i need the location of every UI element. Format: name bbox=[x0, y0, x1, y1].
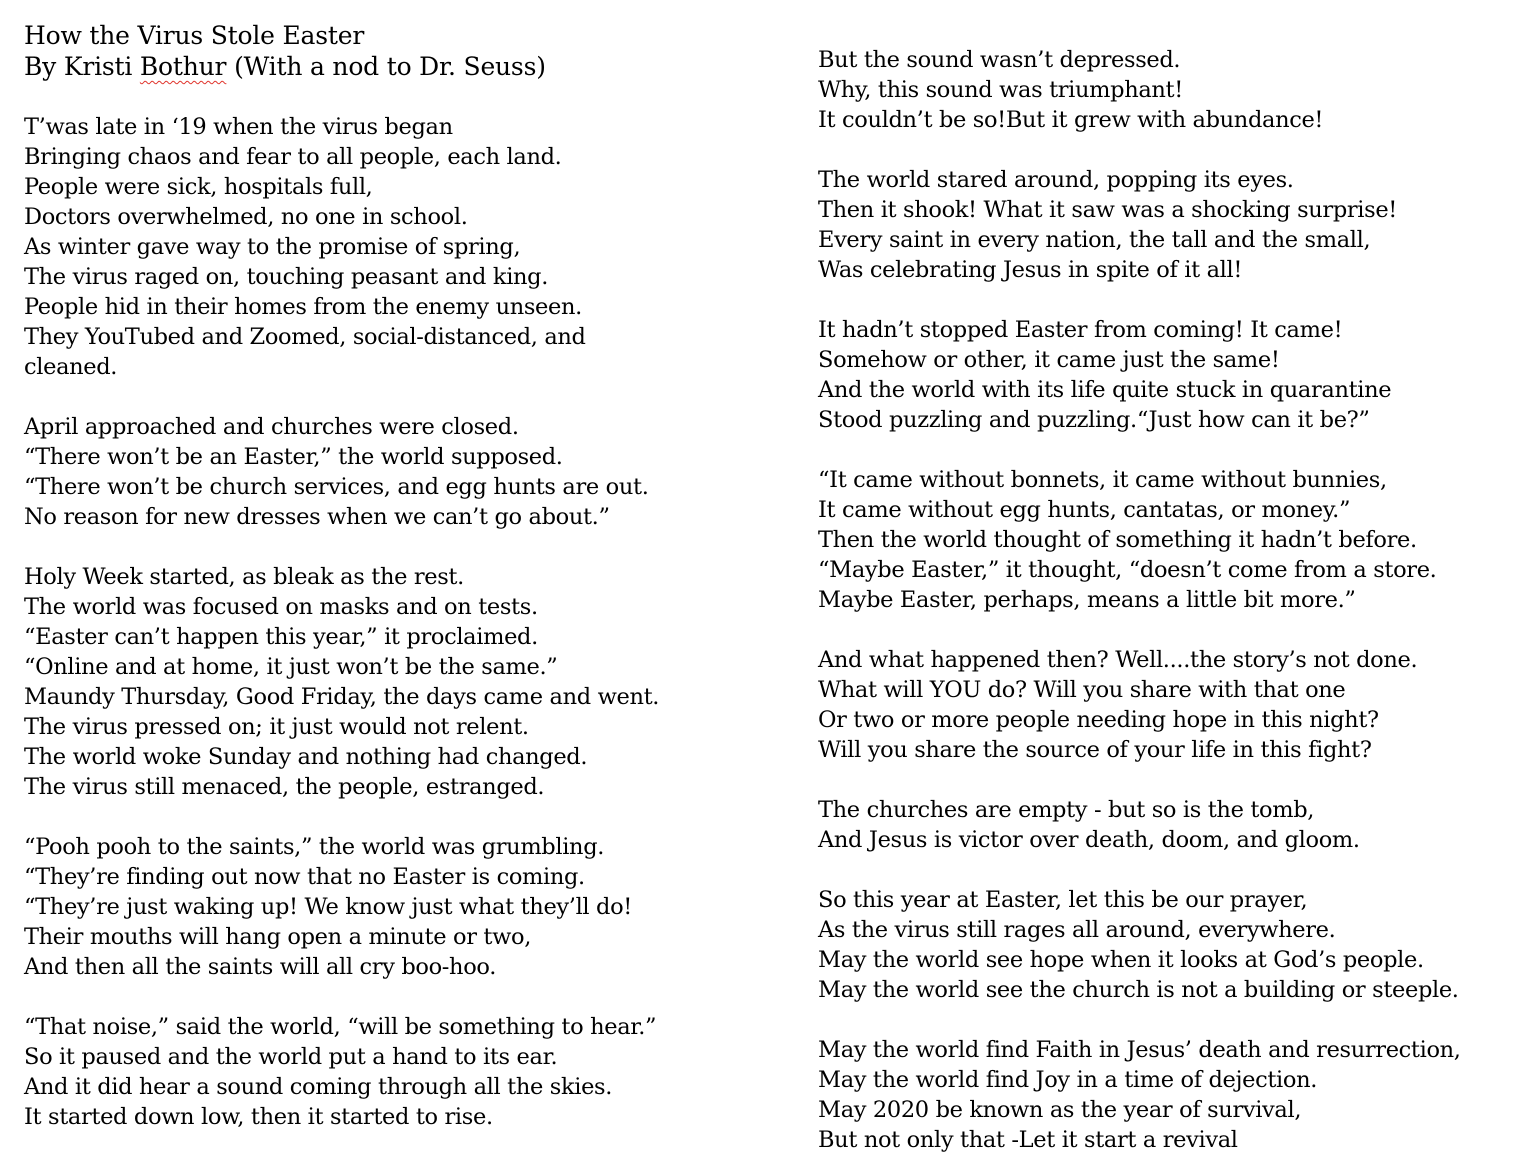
poem-title: How the Virus Stole Easter bbox=[24, 21, 365, 50]
poem-line: What will YOU do? Will you share with that one bbox=[818, 677, 1346, 703]
poem-line: Or two or more people needing hope in this night? bbox=[818, 707, 1379, 733]
poem-line: Why, this sound was triumphant! bbox=[818, 77, 1183, 103]
poem-line: The world was focused on masks and on tests. bbox=[24, 594, 538, 620]
stanza bbox=[24, 562, 784, 802]
author-name: Bothur bbox=[139, 52, 227, 81]
poem-line: May the world find Joy in a time of dejection. bbox=[818, 1067, 1318, 1093]
stanza bbox=[818, 645, 1518, 765]
poem-line: It started down low, then it started to rise. bbox=[24, 1104, 493, 1130]
poem-line: People hid in their homes from the enemy unseen. bbox=[24, 294, 582, 320]
stanza bbox=[818, 465, 1518, 615]
left-column bbox=[24, 20, 784, 1132]
poem-line: The virus pressed on; it just would not relent. bbox=[24, 714, 529, 740]
poem-line: May the world see hope when it looks at God’s people. bbox=[818, 947, 1424, 973]
poem-line: It couldn’t be so!But it grew with abundance! bbox=[818, 107, 1324, 133]
poem-line: So it paused and the world put a hand to its ear. bbox=[24, 1044, 558, 1070]
poem-line: “It came without bonnets, it came without bunnies, bbox=[818, 467, 1387, 493]
poem-line: “There won’t be church services, and egg hunts are out. bbox=[24, 474, 649, 500]
poem-line: People were sick, hospitals full, bbox=[24, 174, 373, 200]
right-column bbox=[818, 45, 1518, 1155]
poem-line: “Pooh pooh to the saints,” the world was grumbling. bbox=[24, 834, 605, 860]
stanza bbox=[24, 1012, 784, 1132]
poem-line: “They’re just waking up! We know just what they’ll do! bbox=[24, 894, 633, 920]
poem-line: Maybe Easter, perhaps, means a little bit more.” bbox=[818, 587, 1356, 613]
poem-line: The world stared around, popping its eyes. bbox=[818, 167, 1294, 193]
poem-line: The virus still menaced, the people, estranged. bbox=[24, 774, 545, 800]
poem-line: “Online and at home, it just won’t be the same.” bbox=[24, 654, 558, 680]
poem-line: Bringing chaos and fear to all people, each land. bbox=[24, 144, 562, 170]
poem-line: Then it shook! What it saw was a shocking surprise! bbox=[818, 197, 1397, 223]
poem-line: So this year at Easter, let this be our prayer, bbox=[818, 887, 1308, 913]
stanza bbox=[818, 165, 1518, 285]
poem-line: April approached and churches were closed. bbox=[24, 414, 519, 440]
poem-byline bbox=[24, 51, 784, 82]
poem-line: And the world with its life quite stuck in quarantine bbox=[818, 377, 1392, 403]
poem-line: And Jesus is victor over death, doom, and gloom. bbox=[818, 827, 1360, 853]
poem-line: And what happened then? Well....the story’s not done. bbox=[818, 647, 1418, 673]
title-block bbox=[24, 20, 784, 82]
poem-line: The churches are empty - but so is the tomb, bbox=[818, 797, 1315, 823]
poem-line: Stood puzzling and puzzling.“Just how can it be?” bbox=[818, 407, 1370, 433]
poem-line: “There won’t be an Easter,” the world supposed. bbox=[24, 444, 563, 470]
stanza bbox=[818, 1035, 1518, 1155]
poem-line: May the world find Faith in Jesus’ death and resurrection, bbox=[818, 1037, 1461, 1063]
poem-line: Holy Week started, as bleak as the rest. bbox=[24, 564, 464, 590]
byline-prefix: By Kristi bbox=[24, 52, 140, 81]
poem-line: The world woke Sunday and nothing had changed. bbox=[24, 744, 588, 770]
poem-line: No reason for new dresses when we can’t go about.” bbox=[24, 504, 610, 530]
poem-line: Every saint in every nation, the tall and the small, bbox=[818, 227, 1371, 253]
poem-line: They YouTubed and Zoomed, social-distanced, and cleaned. bbox=[24, 324, 586, 380]
stanza bbox=[818, 45, 1518, 135]
poem-line: “They’re finding out now that no Easter is coming. bbox=[24, 864, 585, 890]
stanza bbox=[818, 885, 1518, 1005]
poem-line: Maundy Thursday, Good Friday, the days came and went. bbox=[24, 684, 660, 710]
poem-line: As winter gave way to the promise of spring, bbox=[24, 234, 521, 260]
poem-line: Doctors overwhelmed, no one in school. bbox=[24, 204, 468, 230]
stanza bbox=[24, 832, 784, 982]
poem-line: But not only that -Let it start a revival bbox=[818, 1127, 1238, 1153]
poem-line: “Easter can’t happen this year,” it proclaimed. bbox=[24, 624, 538, 650]
poem-line: As the virus still rages all around, everywhere. bbox=[818, 917, 1336, 943]
poem-line: Was celebrating Jesus in spite of it all! bbox=[818, 257, 1243, 283]
poem-line: “That noise,” said the world, “will be something to hear.” bbox=[24, 1014, 657, 1040]
poem-line: Will you share the source of your life in this fight? bbox=[818, 737, 1372, 763]
poem-line: And then all the saints will all cry boo-hoo. bbox=[24, 954, 496, 980]
stanza bbox=[24, 112, 784, 382]
poem-line: T’was late in ‘19 when the virus began bbox=[24, 114, 453, 140]
poem-line: It hadn’t stopped Easter from coming! It came! bbox=[818, 317, 1343, 343]
stanza bbox=[818, 315, 1518, 435]
poem-line: May 2020 be known as the year of survival, bbox=[818, 1097, 1302, 1123]
stanza bbox=[24, 412, 784, 532]
poem-line: It came without egg hunts, cantatas, or money.” bbox=[818, 497, 1351, 523]
poem-line: May the world see the church is not a building or steeple. bbox=[818, 977, 1459, 1003]
poem-line: Their mouths will hang open a minute or two, bbox=[24, 924, 532, 950]
poem-line: But the sound wasn’t depressed. bbox=[818, 47, 1181, 73]
byline-suffix: (With a nod to Dr. Seuss) bbox=[226, 52, 546, 81]
poem-line: Somehow or other, it came just the same! bbox=[818, 347, 1280, 373]
poem-line: Then the world thought of something it hadn’t before. bbox=[818, 527, 1417, 553]
stanza bbox=[818, 795, 1518, 855]
poem-line: The virus raged on, touching peasant and king. bbox=[24, 264, 549, 290]
poem-line: “Maybe Easter,” it thought, “doesn’t come from a store. bbox=[818, 557, 1437, 583]
poem-line: And it did hear a sound coming through all the skies. bbox=[24, 1074, 613, 1100]
